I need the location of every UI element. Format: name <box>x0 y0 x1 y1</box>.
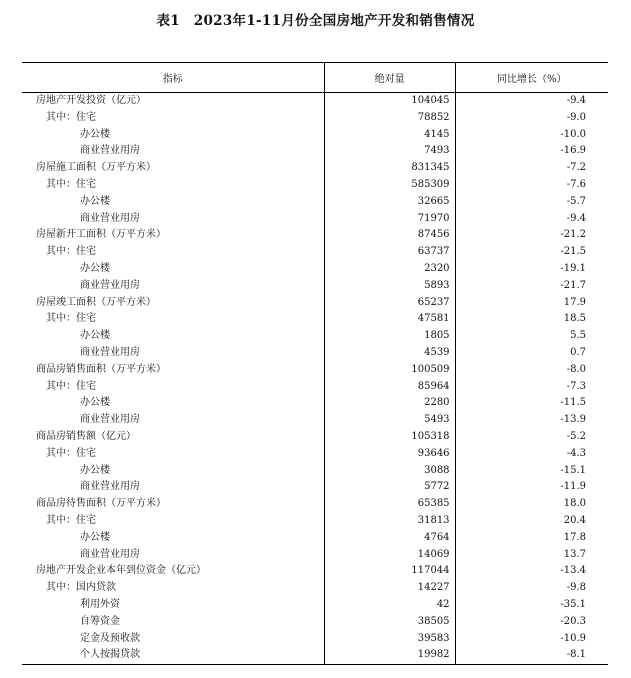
indicator-cell <box>22 379 324 396</box>
absolute-value-cell: 4145 <box>324 127 455 144</box>
indicator-cell <box>22 127 324 144</box>
indicator-label: 其中：住宅 <box>46 246 96 258</box>
indicator-cell <box>22 647 324 664</box>
indicator-label: 定金及预收款 <box>80 632 140 644</box>
indicator-cell <box>22 446 324 463</box>
absolute-value-cell: 42 <box>324 597 455 614</box>
yoy-growth-cell: -5.2 <box>566 430 586 442</box>
yoy-growth-cell: -7.3 <box>566 380 586 392</box>
yoy-growth-cell: -20.3 <box>560 615 586 627</box>
indicator-cell <box>22 194 324 211</box>
indicator-cell <box>22 362 324 379</box>
yoy-growth-cell: -13.4 <box>560 565 586 577</box>
indicator-label: 其中：住宅 <box>46 380 96 392</box>
indicator-cell <box>22 278 324 295</box>
indicator-label: 商品房销售面积（万平方米） <box>36 363 166 375</box>
absolute-value-cell: 63737 <box>324 244 455 261</box>
yoy-growth-cell: -5.7 <box>566 195 586 207</box>
table-row <box>22 614 608 631</box>
yoy-growth-cell: -9.0 <box>566 111 586 123</box>
table-row <box>22 631 608 648</box>
table-row <box>22 110 608 127</box>
yoy-growth-cell: -35.1 <box>560 598 586 610</box>
indicator-cell <box>22 530 324 547</box>
absolute-value-cell: 93646 <box>324 446 455 463</box>
absolute-value-cell: 7493 <box>324 143 455 160</box>
indicator-label: 其中：住宅 <box>46 313 96 325</box>
table-row <box>22 244 608 261</box>
table-row <box>22 429 608 446</box>
indicator-cell <box>22 429 324 446</box>
indicator-cell <box>22 412 324 429</box>
indicator-label: 商业营业用房 <box>80 414 140 426</box>
indicator-label: 房地产开发企业本年到位资金（亿元） <box>36 565 206 577</box>
indicator-label: 商业营业用房 <box>80 279 140 291</box>
table-row <box>22 143 608 160</box>
table-title: 表1 2023年1-11月份全国房地产开发和销售情况 <box>156 13 475 29</box>
table-row <box>22 311 608 328</box>
indicator-cell <box>22 513 324 530</box>
yoy-growth-cell: 18.0 <box>563 498 586 510</box>
indicator-cell <box>22 563 324 580</box>
yoy-growth-cell: -21.7 <box>560 279 586 291</box>
table-row <box>22 513 608 530</box>
indicator-cell <box>22 547 324 564</box>
indicator-label: 商业营业用房 <box>80 346 140 358</box>
indicator-label: 办公楼 <box>80 195 110 207</box>
indicator-label: 办公楼 <box>80 397 110 409</box>
indicator-label: 房屋新开工面积（万平方米） <box>36 229 166 241</box>
yoy-growth-cell: -10.0 <box>560 128 586 140</box>
absolute-value-cell: 104045 <box>324 93 455 110</box>
indicator-cell <box>22 311 324 328</box>
yoy-growth-cell: 0.7 <box>570 346 586 358</box>
table-row <box>22 530 608 547</box>
indicator-label: 个人按揭贷款 <box>80 649 140 661</box>
header-absolute-value: 绝对量 <box>324 63 455 93</box>
table-row <box>22 295 608 312</box>
indicator-cell <box>22 93 324 110</box>
absolute-value-cell: 2320 <box>324 261 455 278</box>
indicator-cell <box>22 261 324 278</box>
indicator-label: 其中：住宅 <box>46 111 96 123</box>
table-row <box>22 379 608 396</box>
table-row <box>22 194 608 211</box>
indicator-cell <box>22 463 324 480</box>
yoy-growth-cell: -8.1 <box>455 647 608 664</box>
yoy-growth-cell: -9.8 <box>566 582 586 594</box>
yoy-growth-cell: -7.6 <box>566 178 586 190</box>
yoy-growth-cell: -7.2 <box>566 162 586 174</box>
table-row <box>22 412 608 429</box>
indicator-cell <box>22 496 324 513</box>
table-row <box>22 127 608 144</box>
indicator-cell <box>22 177 324 194</box>
table-row <box>22 463 608 480</box>
table-row <box>22 177 608 194</box>
indicator-label: 其中：国内贷款 <box>46 582 116 594</box>
table-row <box>22 563 608 580</box>
indicator-label: 其中：住宅 <box>46 514 96 526</box>
indicator-label: 商品房销售额（亿元） <box>36 430 136 442</box>
absolute-value-cell: 87456 <box>324 227 455 244</box>
absolute-value-cell: 1805 <box>324 328 455 345</box>
table-row <box>22 93 608 110</box>
table-body <box>22 93 608 665</box>
absolute-value-cell: 32665 <box>324 194 455 211</box>
absolute-value-cell: 14069 <box>324 547 455 564</box>
table-row <box>22 395 608 412</box>
indicator-cell <box>22 597 324 614</box>
indicator-cell <box>22 345 324 362</box>
indicator-cell <box>22 110 324 127</box>
yoy-growth-cell: -21.5 <box>560 246 586 258</box>
absolute-value-cell: 31813 <box>324 513 455 530</box>
table-row <box>22 647 608 664</box>
yoy-growth-cell: -21.2 <box>560 229 586 241</box>
absolute-value-cell: 5893 <box>324 278 455 295</box>
absolute-value-cell: 117044 <box>324 563 455 580</box>
yoy-growth-cell: -15.1 <box>560 464 586 476</box>
absolute-value-cell: 78852 <box>324 110 455 127</box>
table-row <box>22 547 608 564</box>
indicator-cell <box>22 614 324 631</box>
indicator-cell <box>22 211 324 228</box>
indicator-label: 利用外资 <box>80 598 120 610</box>
table-row <box>22 227 608 244</box>
indicator-cell <box>22 160 324 177</box>
indicator-label: 房地产开发投资（亿元） <box>36 95 146 106</box>
indicator-label: 其中：住宅 <box>46 447 96 459</box>
table-header-row <box>22 63 608 93</box>
indicator-cell <box>22 295 324 312</box>
yoy-growth-cell: 5.5 <box>570 330 586 342</box>
yoy-growth-cell: -9.4 <box>566 95 586 106</box>
absolute-value-cell: 100509 <box>324 362 455 379</box>
yoy-growth-cell: -16.9 <box>560 145 586 157</box>
table-row <box>22 211 608 228</box>
indicator-label: 办公楼 <box>80 531 110 543</box>
indicator-cell <box>22 328 324 345</box>
indicator-label: 办公楼 <box>80 128 110 140</box>
yoy-growth-cell: 17.9 <box>563 296 586 308</box>
absolute-value-cell: 105318 <box>324 429 455 446</box>
header-yoy-growth: 同比增长（%） <box>455 63 608 93</box>
table-row <box>22 345 608 362</box>
yoy-growth-cell: -9.4 <box>566 212 586 224</box>
absolute-value-cell: 71970 <box>324 211 455 228</box>
indicator-cell <box>22 395 324 412</box>
indicator-label: 房屋竣工面积（万平方米） <box>36 296 156 308</box>
absolute-value-cell: 5772 <box>324 479 455 496</box>
absolute-value-cell: 831345 <box>324 160 455 177</box>
absolute-value-cell: 85964 <box>324 379 455 396</box>
yoy-growth-cell: 17.8 <box>563 531 586 543</box>
indicator-label: 办公楼 <box>80 262 110 274</box>
table-row <box>22 479 608 496</box>
yoy-growth-cell: -10.9 <box>560 632 586 644</box>
indicator-label: 商业营业用房 <box>80 548 140 560</box>
indicator-label: 商业营业用房 <box>80 145 140 157</box>
indicator-cell <box>22 580 324 597</box>
yoy-growth-cell: -8.0 <box>566 363 586 375</box>
absolute-value-cell: 39583 <box>324 631 455 648</box>
yoy-growth-cell: 18.5 <box>563 313 586 325</box>
absolute-value-cell: 14227 <box>324 580 455 597</box>
absolute-value-cell: 4764 <box>324 530 455 547</box>
absolute-value-cell: 65237 <box>324 295 455 312</box>
table-row <box>22 278 608 295</box>
indicator-label: 商业营业用房 <box>80 212 140 224</box>
indicator-label: 商品房待售面积（万平方米） <box>36 498 166 510</box>
yoy-growth-cell: 20.4 <box>563 514 586 526</box>
table-row <box>22 160 608 177</box>
data-table <box>22 62 608 665</box>
indicator-label: 其中：住宅 <box>46 178 96 190</box>
indicator-cell <box>22 244 324 261</box>
yoy-growth-cell: 13.7 <box>563 548 586 560</box>
indicator-cell <box>22 631 324 648</box>
indicator-label: 办公楼 <box>80 330 110 342</box>
table-row <box>22 328 608 345</box>
yoy-growth-cell: -11.9 <box>560 481 586 493</box>
table-row <box>22 597 608 614</box>
table-row <box>22 580 608 597</box>
header-indicator: 指标 <box>22 63 324 93</box>
indicator-label: 办公楼 <box>80 464 110 476</box>
absolute-value-cell: 2280 <box>324 395 455 412</box>
table-row <box>22 362 608 379</box>
yoy-growth-cell: -11.5 <box>560 397 586 409</box>
yoy-growth-cell: -4.3 <box>566 447 586 459</box>
absolute-value-cell: 65385 <box>324 496 455 513</box>
table-row <box>22 446 608 463</box>
yoy-growth-cell: -13.9 <box>560 414 586 426</box>
absolute-value-cell: 47581 <box>324 311 455 328</box>
table-row <box>22 261 608 278</box>
indicator-label: 自筹资金 <box>80 615 120 627</box>
absolute-value-cell: 5493 <box>324 412 455 429</box>
absolute-value-cell: 4539 <box>324 345 455 362</box>
absolute-value-cell: 585309 <box>324 177 455 194</box>
indicator-cell <box>22 143 324 160</box>
indicator-cell <box>22 227 324 244</box>
indicator-label: 房屋施工面积（万平方米） <box>36 162 156 174</box>
indicator-cell <box>22 479 324 496</box>
table-row <box>22 496 608 513</box>
absolute-value-cell: 19982 <box>324 647 455 664</box>
absolute-value-cell: 3088 <box>324 463 455 480</box>
indicator-label: 商业营业用房 <box>80 481 140 493</box>
yoy-growth-cell: -19.1 <box>560 262 586 274</box>
absolute-value-cell: 38505 <box>324 614 455 631</box>
